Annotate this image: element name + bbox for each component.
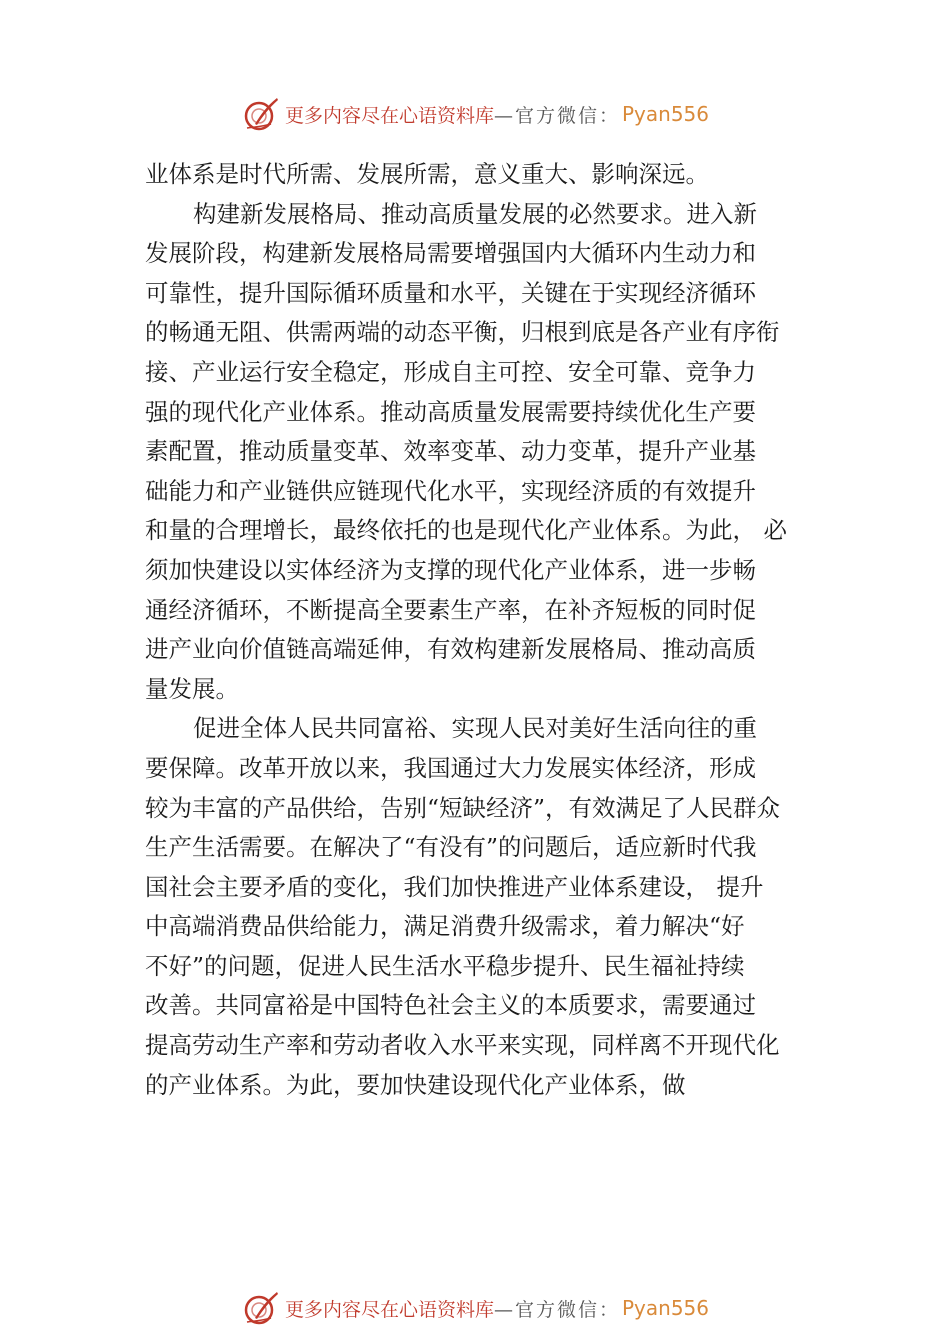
footer-watermark-banner: [0, 1288, 950, 1328]
body-line: 须加快建设以实体经济为支撑的现代化产业体系，进一步畅: [145, 555, 756, 584]
body-line: 和量的合理增长，最终依托的也是现代化产业体系。为此， 必: [145, 516, 787, 545]
footer-site-text: 更多内容尽在心语资料库: [284, 1298, 494, 1321]
body-line: 础能力和产业链供应链现代化水平，实现经济质的有效提升: [145, 476, 756, 505]
header-wechat-id: Pyan556: [622, 102, 710, 126]
body-line: 素配置，推动质量变革、效率变革、动力变革，提升产业基: [145, 437, 756, 466]
body-line: 中高端消费品供给能力，满足消费升级需求，着力解决“好: [145, 912, 745, 941]
body-line: 要保障。改革开放以来，我国通过大力发展实体经济，形成: [145, 753, 756, 782]
body-line: 进产业向价值链高端延伸，有效构建新发展格局、推动高质: [145, 635, 756, 664]
body-line: 改善。共同富裕是中国特色社会主义的本质要求，需要通过: [145, 991, 756, 1020]
brush-logo-icon: [241, 94, 281, 134]
body-line: 的产业体系。为此，要加快建设现代化产业体系，做: [145, 1070, 686, 1099]
body-line: 通经济循环，不断提高全要素生产率，在补齐短板的同时促: [145, 595, 756, 624]
body-line: 不好”的问题，促进人民生活水平稳步提升、民生福祉持续: [145, 951, 745, 980]
body-line: 发展阶段，构建新发展格局需要增强国内大循环内生动力和: [145, 239, 756, 268]
body-line: 量发展。: [145, 674, 239, 703]
body-line: 业体系是时代所需、发展所需，意义重大、影响深远。: [145, 160, 709, 188]
body-line: 国社会主要矛盾的变化，我们加快推进产业体系建设， 提升: [145, 872, 764, 901]
header-site-text: 更多内容尽在心语资料库: [284, 104, 494, 127]
brush-logo-icon: [241, 1288, 281, 1328]
body-line: 促进全体人民共同富裕、实现人民对美好生活向往的重: [193, 714, 757, 743]
body-line: 较为丰富的产品供给，告别“短缺经济”，有效满足了人民群众: [145, 793, 781, 822]
header-watermark-banner: [0, 94, 950, 134]
body-line: 构建新发展格局、推动高质量发展的必然要求。进入新: [193, 199, 757, 228]
body-line: 的畅通无阻、供需两端的动态平衡，归根到底是各产业有序衔: [145, 318, 780, 347]
document-body: [145, 155, 825, 1105]
body-line: 生产生活需要。在解决了“有没有”的问题后，适应新时代我: [145, 833, 757, 862]
footer-dash-label: —官方微信：: [493, 1298, 620, 1321]
body-line: 提高劳动生产率和劳动者收入水平来实现，同样离不开现代化: [145, 1031, 780, 1060]
body-line: 接、产业运行安全稳定，形成自主可控、安全可靠、竞争力: [145, 357, 756, 386]
body-line: 强的现代化产业体系。推动高质量发展需要持续优化生产要: [145, 397, 756, 426]
body-line: 可靠性，提升国际循环质量和水平，关键在于实现经济循环: [145, 278, 756, 307]
header-dash-label: —官方微信：: [493, 104, 620, 127]
footer-wechat-id: Pyan556: [622, 1296, 710, 1320]
